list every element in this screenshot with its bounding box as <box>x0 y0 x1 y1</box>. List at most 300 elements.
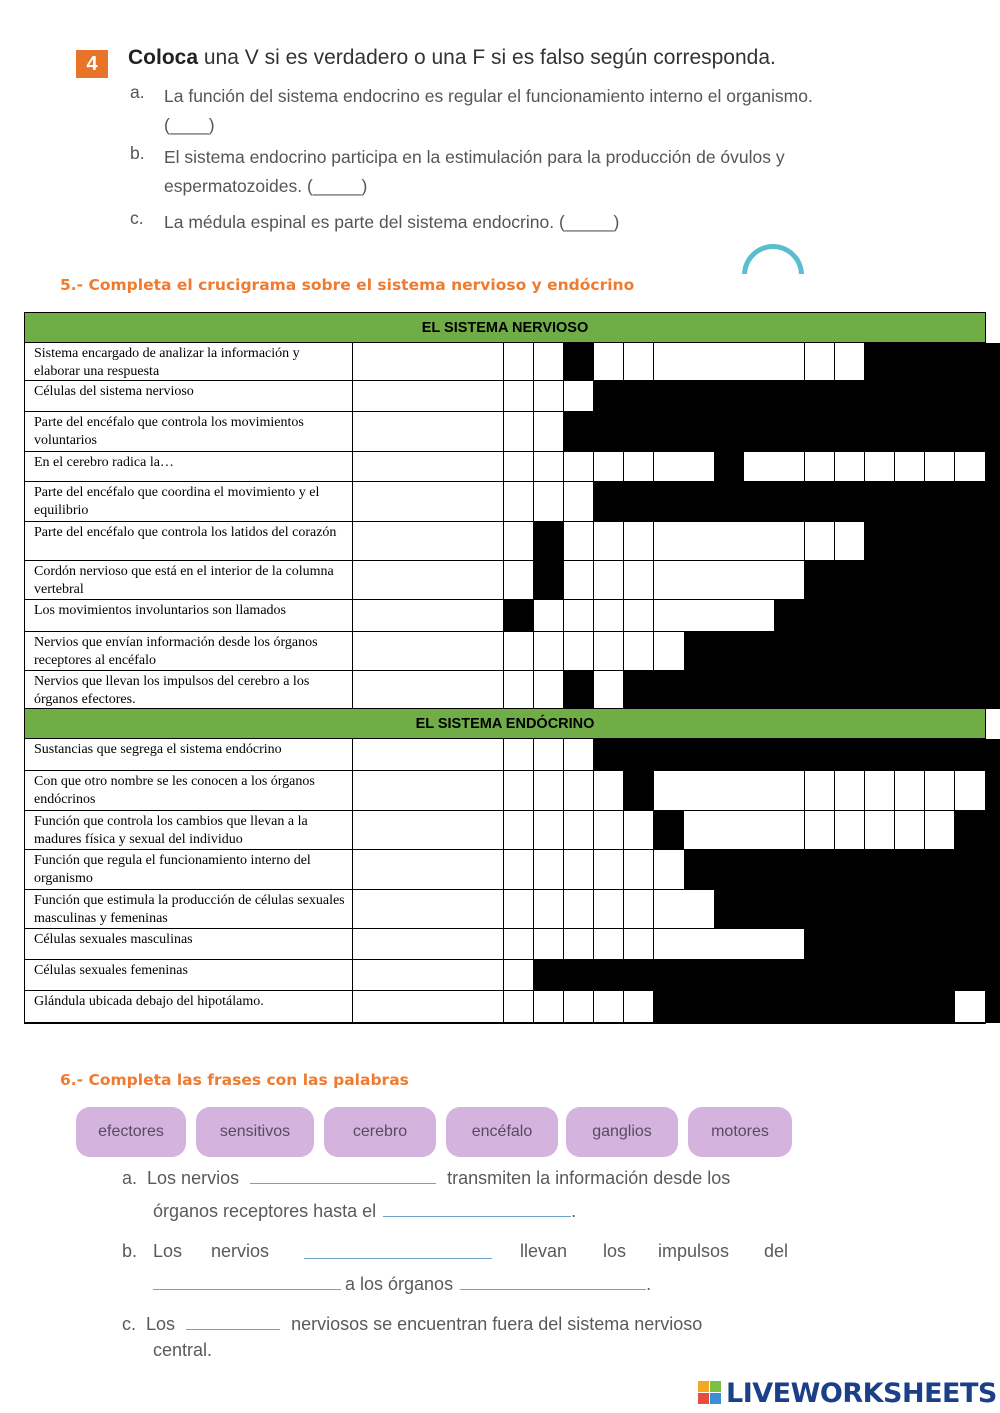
crossword-cell[interactable] <box>383 522 414 561</box>
crossword-cell[interactable] <box>774 561 805 600</box>
word-chip[interactable]: cerebro <box>324 1107 436 1157</box>
crossword-blocked-cell <box>925 850 956 890</box>
crossword-cell[interactable] <box>654 632 685 671</box>
fill-blank[interactable] <box>460 1276 646 1290</box>
crossword-cell[interactable] <box>473 890 504 929</box>
crossword-cell[interactable] <box>654 771 685 811</box>
crossword-blocked-cell <box>955 960 986 991</box>
crossword-cell[interactable] <box>383 811 414 850</box>
crossword-cell[interactable] <box>624 561 655 600</box>
crossword-cell[interactable] <box>744 561 775 600</box>
crossword-blocked-cell <box>624 671 655 709</box>
crossword-cell[interactable] <box>353 412 384 452</box>
crossword-cell[interactable] <box>534 671 565 709</box>
answer-blank-c[interactable]: La médula espinal es parte del sistema endocrino. (_____) <box>164 212 620 232</box>
crossword-cell[interactable] <box>443 343 474 381</box>
word-chip[interactable]: motores <box>688 1107 792 1157</box>
crossword-cell[interactable] <box>534 632 565 671</box>
crossword-cell[interactable] <box>473 671 504 709</box>
crossword-cell[interactable] <box>353 343 384 381</box>
crossword-cell[interactable] <box>413 343 444 381</box>
crossword-cell[interactable] <box>714 771 745 811</box>
crossword-cell[interactable] <box>654 522 685 561</box>
crossword-blocked-cell <box>835 890 866 929</box>
crossword-cell[interactable] <box>443 991 474 1023</box>
crossword-cell[interactable] <box>353 960 384 991</box>
crossword-cell[interactable] <box>504 561 535 600</box>
crossword-blocked-cell <box>925 632 956 671</box>
crossword-blocked-cell <box>955 850 986 890</box>
crossword-cell[interactable] <box>564 890 595 929</box>
crossword-cell[interactable] <box>383 343 414 381</box>
crossword-cell[interactable] <box>383 482 414 522</box>
crossword-blocked-cell <box>594 960 625 991</box>
sentence-c: c. Los nerviosos se encuentran fuera del sistema nervioso <box>122 1314 703 1334</box>
crossword-cell[interactable] <box>564 482 595 522</box>
crossword-blocked-cell <box>744 381 775 412</box>
crossword-blocked-cell <box>865 960 896 991</box>
crossword-blocked-cell <box>835 381 866 412</box>
crossword-cell[interactable] <box>443 522 474 561</box>
crossword-cell[interactable] <box>594 343 625 381</box>
crossword-cell[interactable] <box>835 343 866 381</box>
crossword-cell[interactable] <box>774 811 805 850</box>
crossword-blocked-cell <box>774 482 805 522</box>
crossword-cell[interactable] <box>504 412 535 452</box>
crossword-cell[interactable] <box>443 771 474 811</box>
crossword-cell[interactable] <box>443 850 474 890</box>
crossword-cell[interactable] <box>473 482 504 522</box>
crossword-cell[interactable] <box>805 771 836 811</box>
crossword-cell[interactable] <box>714 929 745 960</box>
crossword-blocked-cell <box>744 850 775 890</box>
crossword-blocked-cell <box>865 739 896 771</box>
crossword-blocked-cell <box>895 991 926 1023</box>
crossword-cell[interactable] <box>413 381 444 412</box>
crossword-cell[interactable] <box>443 929 474 960</box>
crossword-cell[interactable] <box>473 561 504 600</box>
crossword-cell[interactable] <box>353 739 384 771</box>
crossword-cell[interactable] <box>895 452 926 482</box>
crossword-blocked-cell <box>684 632 715 671</box>
crossword-cell[interactable] <box>534 452 565 482</box>
fill-blank[interactable] <box>383 1203 571 1217</box>
crossword-cell[interactable] <box>594 991 625 1023</box>
crossword-cell[interactable] <box>744 929 775 960</box>
crossword-blocked-cell <box>985 381 1000 412</box>
crossword-cell[interactable] <box>443 632 474 671</box>
crossword-cell[interactable] <box>353 929 384 960</box>
crossword-cell[interactable] <box>594 671 625 709</box>
crossword-cell[interactable] <box>534 343 565 381</box>
crossword-blocked-cell <box>684 960 715 991</box>
crossword-cell[interactable] <box>684 452 715 482</box>
crossword-cell[interactable] <box>383 771 414 811</box>
crossword-row <box>25 890 985 929</box>
crossword-cell[interactable] <box>413 811 444 850</box>
crossword-cell[interactable] <box>504 482 535 522</box>
crossword-cell[interactable] <box>774 343 805 381</box>
crossword-cell[interactable] <box>443 890 474 929</box>
crossword-cell[interactable] <box>835 522 866 561</box>
crossword-cell[interactable] <box>443 671 474 709</box>
crossword-blocked-cell <box>925 991 956 1023</box>
word-chip[interactable]: ganglios <box>566 1107 678 1157</box>
crossword-cell[interactable] <box>504 960 535 991</box>
crossword-cell[interactable] <box>413 890 444 929</box>
crossword-blocked-cell <box>805 991 836 1023</box>
word-chip[interactable]: sensitivos <box>196 1107 314 1157</box>
crossword-cell[interactable] <box>504 850 535 890</box>
crossword-cell[interactable] <box>624 343 655 381</box>
crossword-cell[interactable] <box>353 561 384 600</box>
crossword-cell[interactable] <box>383 381 414 412</box>
crossword-cell[interactable] <box>564 771 595 811</box>
crossword-row <box>25 343 985 381</box>
crossword-cell[interactable] <box>744 811 775 850</box>
crossword-cell[interactable] <box>413 452 444 482</box>
crossword-cell[interactable] <box>594 452 625 482</box>
crossword-blocked-cell <box>594 412 625 452</box>
crossword-row <box>25 771 985 811</box>
crossword-blocked-cell <box>925 890 956 929</box>
crossword-cell[interactable] <box>925 452 956 482</box>
crossword-cell[interactable] <box>413 991 444 1023</box>
crossword-blocked-cell <box>955 890 986 929</box>
crossword-cell[interactable] <box>594 561 625 600</box>
crossword-cell[interactable] <box>684 343 715 381</box>
answer-blank-a[interactable]: (____) <box>164 115 215 135</box>
crossword-cell[interactable] <box>534 890 565 929</box>
crossword-cell[interactable] <box>413 482 444 522</box>
crossword-cell[interactable] <box>413 561 444 600</box>
crossword-cell[interactable] <box>353 811 384 850</box>
crossword-cell[interactable] <box>413 412 444 452</box>
sentence-a-cont: órganos receptores hasta el . <box>153 1201 577 1221</box>
crossword-blocked-cell <box>714 632 745 671</box>
crossword-cell[interactable] <box>654 561 685 600</box>
crossword-cell[interactable] <box>594 632 625 671</box>
crossword-cell[interactable] <box>353 850 384 890</box>
crossword-cell[interactable] <box>534 929 565 960</box>
fill-blank[interactable] <box>153 1276 341 1290</box>
crossword-cell[interactable] <box>473 739 504 771</box>
crossword-cell[interactable] <box>835 811 866 850</box>
crossword-blocked-cell <box>805 412 836 452</box>
crossword-cell[interactable] <box>865 771 896 811</box>
crossword-cell[interactable] <box>654 850 685 890</box>
crossword-cell[interactable] <box>774 771 805 811</box>
crossword-cell[interactable] <box>353 452 384 482</box>
crossword-cell[interactable] <box>473 811 504 850</box>
crossword-blocked-cell <box>654 671 685 709</box>
crossword-cell[interactable] <box>443 412 474 452</box>
fill-blank[interactable] <box>304 1245 492 1259</box>
crossword-cell[interactable] <box>534 771 565 811</box>
crossword-cell[interactable] <box>624 890 655 929</box>
crossword-row <box>25 671 985 709</box>
crossword-cell[interactable] <box>353 991 384 1023</box>
crossword-cell[interactable] <box>714 343 745 381</box>
answer-blank-b[interactable]: espermatozoides. (_____) <box>164 176 368 196</box>
crossword-blocked-cell <box>805 739 836 771</box>
crossword-blocked-cell <box>774 671 805 709</box>
crossword-cell[interactable] <box>955 452 986 482</box>
crossword-cell[interactable] <box>564 522 595 561</box>
crossword-blocked-cell <box>955 561 986 600</box>
crossword-blocked-cell <box>985 561 1000 600</box>
crossword-cell[interactable] <box>714 600 745 632</box>
crossword-cell[interactable] <box>473 929 504 960</box>
crossword-cell[interactable] <box>383 452 414 482</box>
crossword-cell[interactable] <box>564 991 595 1023</box>
crossword-cell[interactable] <box>473 452 504 482</box>
crossword-cell[interactable] <box>504 671 535 709</box>
crossword-cell[interactable] <box>353 671 384 709</box>
crossword-cell[interactable] <box>624 850 655 890</box>
crossword-cell[interactable] <box>353 632 384 671</box>
crossword-cell[interactable] <box>654 890 685 929</box>
crossword-cell[interactable] <box>925 771 956 811</box>
crossword-blocked-cell <box>835 929 866 960</box>
crossword-cell[interactable] <box>654 600 685 632</box>
crossword-blocked-cell <box>925 343 956 381</box>
crossword-cell[interactable] <box>774 929 805 960</box>
crossword-cell[interactable] <box>534 482 565 522</box>
crossword-cell[interactable] <box>473 381 504 412</box>
crossword-cell[interactable] <box>443 482 474 522</box>
crossword-cell[interactable] <box>774 452 805 482</box>
crossword-blocked-cell <box>744 412 775 452</box>
crossword-blocked-cell <box>895 890 926 929</box>
crossword-cell[interactable] <box>835 771 866 811</box>
crossword-blocked-cell <box>564 343 595 381</box>
crossword-cell[interactable] <box>353 482 384 522</box>
crossword-blocked-cell <box>774 412 805 452</box>
crossword-cell[interactable] <box>564 452 595 482</box>
crossword-cell[interactable] <box>473 991 504 1023</box>
crossword-cell[interactable] <box>504 811 535 850</box>
crossword-cell[interactable] <box>383 671 414 709</box>
crossword-cell[interactable] <box>865 811 896 850</box>
crossword-cell[interactable] <box>955 991 986 1023</box>
crossword-blocked-cell <box>774 960 805 991</box>
crossword-cell[interactable] <box>353 522 384 561</box>
crossword-cell[interactable] <box>624 522 655 561</box>
crossword-cell[interactable] <box>504 522 535 561</box>
crossword-cell[interactable] <box>624 452 655 482</box>
crossword-cell[interactable] <box>413 771 444 811</box>
crossword-cell[interactable] <box>895 771 926 811</box>
crossword-cell[interactable] <box>624 929 655 960</box>
crossword-cell[interactable] <box>564 850 595 890</box>
crossword-blocked-cell <box>714 890 745 929</box>
crossword-cell[interactable] <box>684 522 715 561</box>
crossword-blocked-cell <box>925 600 956 632</box>
crossword-cell[interactable] <box>925 811 956 850</box>
crossword-cell[interactable] <box>594 522 625 561</box>
crossword-cell[interactable] <box>805 452 836 482</box>
crossword-cell[interactable] <box>774 522 805 561</box>
crossword-cell[interactable] <box>684 811 715 850</box>
crossword-cell[interactable] <box>534 600 565 632</box>
crossword-cell[interactable] <box>413 671 444 709</box>
crossword-cell[interactable] <box>714 522 745 561</box>
crossword-cell[interactable] <box>835 452 866 482</box>
crossword-cell[interactable] <box>865 452 896 482</box>
crossword-cell[interactable] <box>805 343 836 381</box>
crossword-cell[interactable] <box>413 960 444 991</box>
crossword-blocked-cell <box>895 632 926 671</box>
crossword-cell[interactable] <box>413 522 444 561</box>
crossword-cell[interactable] <box>413 739 444 771</box>
crossword-blocked-cell <box>744 991 775 1023</box>
crossword-cell[interactable] <box>744 452 775 482</box>
crossword-cell[interactable] <box>564 381 595 412</box>
crossword-cell[interactable] <box>564 929 595 960</box>
crossword-cell[interactable] <box>504 890 535 929</box>
crossword-cell[interactable] <box>383 890 414 929</box>
word-chip[interactable]: efectores <box>76 1107 186 1157</box>
crossword-cell[interactable] <box>744 343 775 381</box>
crossword-cell[interactable] <box>443 561 474 600</box>
crossword-cell[interactable] <box>624 600 655 632</box>
crossword-cell[interactable] <box>473 771 504 811</box>
crossword-cell[interactable] <box>353 890 384 929</box>
crossword-cell[interactable] <box>534 850 565 890</box>
crossword-cell[interactable] <box>353 771 384 811</box>
crossword-cell[interactable] <box>383 412 414 452</box>
crossword-cell[interactable] <box>473 343 504 381</box>
crossword-cell[interactable] <box>443 960 474 991</box>
crossword-row <box>25 929 985 960</box>
crossword-cell[interactable] <box>383 929 414 960</box>
crossword-cell[interactable] <box>473 632 504 671</box>
crossword-cell[interactable] <box>353 600 384 632</box>
crossword-cell[interactable] <box>443 811 474 850</box>
fill-blank[interactable] <box>186 1316 280 1330</box>
crossword-cell[interactable] <box>413 850 444 890</box>
crossword-cell[interactable] <box>504 381 535 412</box>
crossword-cell[interactable] <box>383 561 414 600</box>
crossword-cell[interactable] <box>473 412 504 452</box>
crossword-blocked-cell <box>774 890 805 929</box>
crossword-cell[interactable] <box>383 632 414 671</box>
crossword-clue: Nervios que envían información desde los órganos receptores al encéfalo <box>25 632 353 671</box>
crossword-cell[interactable] <box>564 561 595 600</box>
crossword-cell[interactable] <box>684 600 715 632</box>
crossword-cell[interactable] <box>534 412 565 452</box>
crossword-cell[interactable] <box>654 452 685 482</box>
crossword-cell[interactable] <box>594 850 625 890</box>
crossword-cell[interactable] <box>504 632 535 671</box>
crossword-cell[interactable] <box>413 632 444 671</box>
crossword-cell[interactable] <box>443 739 474 771</box>
crossword-cell[interactable] <box>684 929 715 960</box>
crossword-cell[interactable] <box>413 600 444 632</box>
crossword-cell[interactable] <box>564 600 595 632</box>
crossword-blocked-cell <box>654 482 685 522</box>
crossword-cell[interactable] <box>504 343 535 381</box>
crossword-cell[interactable] <box>443 452 474 482</box>
crossword-cell[interactable] <box>534 811 565 850</box>
crossword-blocked-cell <box>985 991 1000 1023</box>
crossword-cell[interactable] <box>353 381 384 412</box>
crossword-cell[interactable] <box>504 991 535 1023</box>
crossword-cell[interactable] <box>594 771 625 811</box>
crossword-clue: Parte del encéfalo que controla los movimientos voluntarios <box>25 412 353 452</box>
crossword-cell[interactable] <box>504 452 535 482</box>
crossword-cell[interactable] <box>594 890 625 929</box>
crossword-cell[interactable] <box>594 600 625 632</box>
crossword-cell[interactable] <box>624 811 655 850</box>
crossword-cell[interactable] <box>594 811 625 850</box>
crossword-cell[interactable] <box>383 850 414 890</box>
crossword-cell[interactable] <box>504 739 535 771</box>
crossword-blocked-cell <box>654 811 685 850</box>
crossword-cell[interactable] <box>564 632 595 671</box>
crossword-blocked-cell <box>895 850 926 890</box>
crossword-cell[interactable] <box>684 561 715 600</box>
crossword-cell[interactable] <box>383 739 414 771</box>
crossword-cell[interactable] <box>714 811 745 850</box>
crossword-blocked-cell <box>895 522 926 561</box>
crossword-cell[interactable] <box>744 522 775 561</box>
crossword-cell[interactable] <box>473 960 504 991</box>
crossword-blocked-cell <box>925 960 956 991</box>
crossword-cell[interactable] <box>383 960 414 991</box>
crossword-cell[interactable] <box>564 811 595 850</box>
crossword-cell[interactable] <box>443 381 474 412</box>
crossword-cell[interactable] <box>534 739 565 771</box>
crossword-cell[interactable] <box>895 811 926 850</box>
crossword-blocked-cell <box>714 671 745 709</box>
crossword-cell[interactable] <box>383 991 414 1023</box>
crossword-cell[interactable] <box>714 561 745 600</box>
crossword-cell[interactable] <box>413 929 444 960</box>
crossword-row <box>25 412 985 452</box>
word-chip[interactable]: encéfalo <box>446 1107 558 1157</box>
crossword-blocked-cell <box>865 671 896 709</box>
crossword-cell[interactable] <box>594 929 625 960</box>
crossword-cell[interactable] <box>383 600 414 632</box>
crossword-blocked-cell <box>805 929 836 960</box>
crossword-cell[interactable] <box>654 343 685 381</box>
crossword-cell[interactable] <box>955 771 986 811</box>
crossword-cell[interactable] <box>805 522 836 561</box>
crossword-cell[interactable] <box>443 600 474 632</box>
crossword-cell[interactable] <box>473 850 504 890</box>
crossword-cell[interactable] <box>684 771 715 811</box>
crossword-cell[interactable] <box>624 632 655 671</box>
crossword-cell[interactable] <box>534 991 565 1023</box>
crossword-clue: Función que controla los cambios que llevan a la madures física y sexual del individuo <box>25 811 353 850</box>
crossword-cell[interactable] <box>504 771 535 811</box>
crossword-cell[interactable] <box>473 522 504 561</box>
crossword-cell[interactable] <box>504 929 535 960</box>
crossword-cell[interactable] <box>564 739 595 771</box>
crossword-cell[interactable] <box>684 890 715 929</box>
crossword-cell[interactable] <box>473 600 504 632</box>
crossword-cell[interactable] <box>624 991 655 1023</box>
crossword-cell[interactable] <box>534 381 565 412</box>
crossword-cell[interactable] <box>744 771 775 811</box>
crossword-cell[interactable] <box>805 811 836 850</box>
fill-blank[interactable] <box>250 1170 436 1184</box>
crossword-blocked-cell <box>955 381 986 412</box>
crossword-cell[interactable] <box>744 600 775 632</box>
crossword-cell[interactable] <box>654 929 685 960</box>
